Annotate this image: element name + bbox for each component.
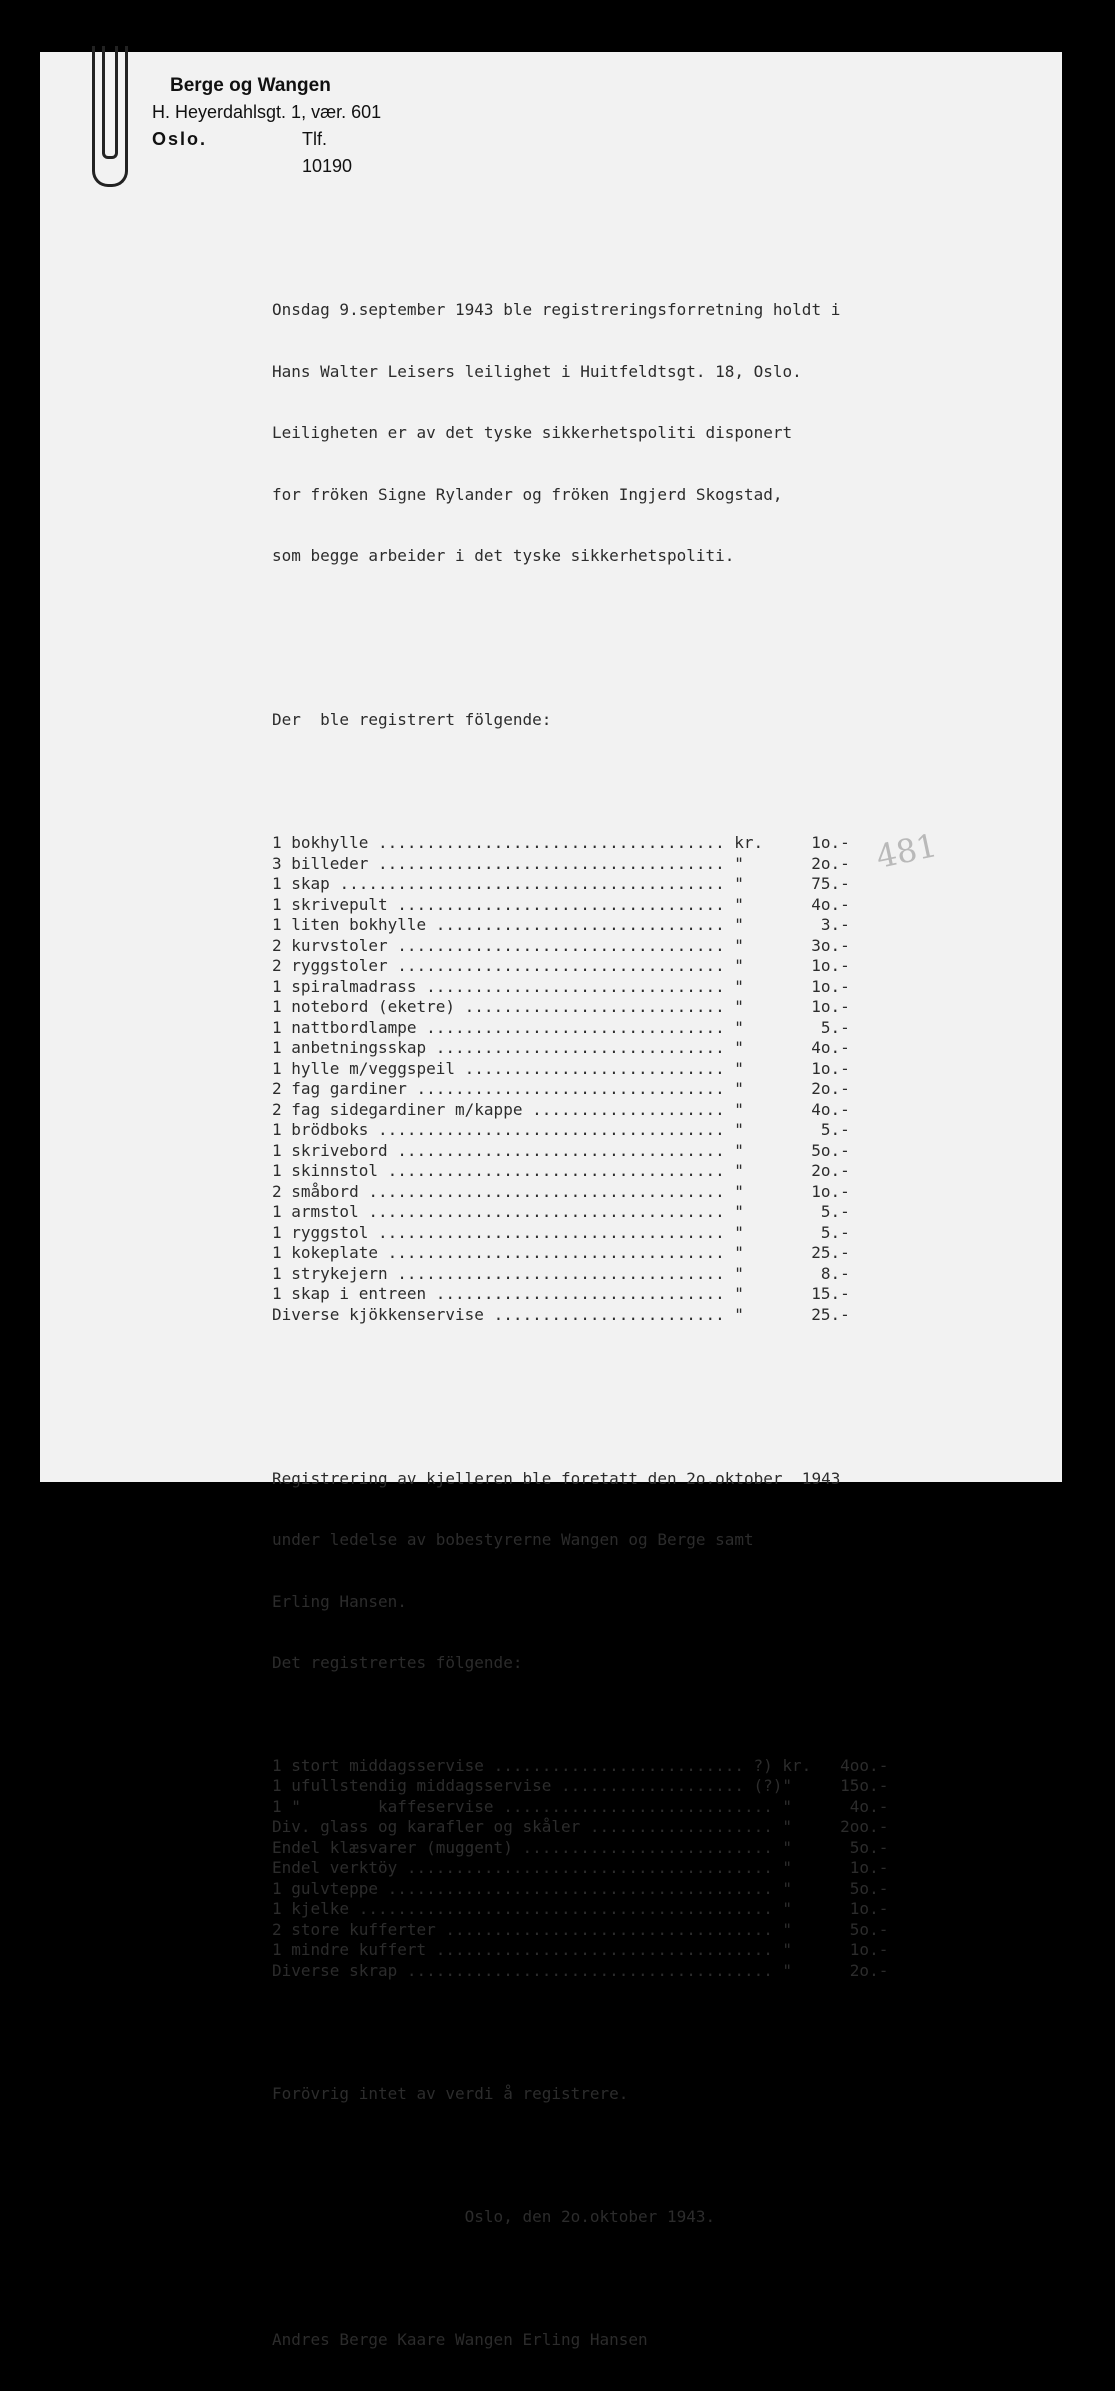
closing-remark: Forövrig intet av verdi å registrere. bbox=[272, 2083, 629, 2103]
item-amount: 2o.- bbox=[811, 1161, 850, 1180]
item-label: 1 liten bokhylle bbox=[272, 915, 436, 934]
dot-leader: .......................... bbox=[522, 1837, 773, 1857]
item-amount: 4o.- bbox=[849, 1796, 889, 1816]
letterhead-address: H. Heyerdahlsgt. 1, vær. 601 bbox=[152, 102, 382, 122]
list-item bbox=[272, 1878, 889, 1900]
dot-leader: .................................... bbox=[377, 1222, 725, 1242]
list-item bbox=[272, 833, 850, 854]
item-amount: 4o.- bbox=[811, 894, 850, 914]
intro-line: Leiligheten er av det tyske sikkerhetspoliti disponert bbox=[272, 423, 793, 442]
item-unit: " bbox=[734, 997, 744, 1016]
item-unit: " bbox=[734, 1038, 744, 1057]
item-amount: 5o.- bbox=[849, 1919, 889, 1939]
item-unit: " bbox=[734, 915, 744, 934]
dot-leader: .............................. bbox=[435, 1038, 725, 1057]
item-unit: " bbox=[734, 1058, 744, 1078]
item-amount: 25.- bbox=[811, 1243, 850, 1262]
item-note: ?) bbox=[753, 1755, 773, 1775]
item-unit: " bbox=[734, 1181, 744, 1201]
item-unit: " bbox=[734, 935, 744, 955]
list-item bbox=[272, 853, 850, 875]
signatures: Andres Berge Kaare Wangen Erling Hansen bbox=[272, 2329, 648, 2349]
item-label: Div. glass og karafler og skåler bbox=[272, 1817, 590, 1836]
item-amount: 5.- bbox=[820, 1222, 850, 1242]
dot-leader: .................................. bbox=[397, 894, 725, 914]
item-label: 1 anbetningsskap bbox=[272, 1038, 436, 1057]
dot-leader: .............................. bbox=[435, 1284, 725, 1303]
dot-leader: .................................. bbox=[397, 1140, 725, 1160]
item-amount: 75.- bbox=[811, 874, 850, 893]
item-label: 2 småbord bbox=[272, 1181, 369, 1201]
item-label: 2 fag gardiner bbox=[272, 1079, 417, 1098]
list-item bbox=[272, 1837, 889, 1859]
item-label: Diverse kjökkenservise bbox=[272, 1304, 494, 1324]
item-label: 2 fag sidegardiner m/kappe bbox=[272, 1099, 533, 1119]
dot-leader: ...................................... bbox=[406, 1858, 773, 1877]
item-label: 2 ryggstoler bbox=[272, 956, 398, 975]
cellar-paragraph bbox=[272, 1428, 840, 1715]
dot-leader: ................................ bbox=[416, 1079, 725, 1098]
dot-leader: .................................... bbox=[377, 853, 725, 873]
item-amount: 5.- bbox=[820, 1202, 850, 1221]
item-label: 1 skap bbox=[272, 874, 340, 893]
list-item bbox=[272, 1140, 850, 1162]
dot-leader: .................................... bbox=[377, 833, 725, 852]
dot-leader: ............................ bbox=[503, 1796, 773, 1816]
document-body bbox=[272, 218, 889, 2391]
item-label: 1 bokhylle bbox=[272, 833, 378, 852]
item-unit: " bbox=[734, 1140, 744, 1160]
item-unit: " bbox=[734, 1263, 744, 1283]
item-amount: 1o.- bbox=[811, 833, 850, 852]
item-label: 1 armstol bbox=[272, 1202, 369, 1221]
list-item bbox=[272, 1858, 889, 1879]
cellar-line: Registrering av kjelleren ble foretatt den 2o.oktober 1943 bbox=[272, 1468, 841, 1488]
item-unit: " bbox=[734, 853, 744, 873]
dot-leader: ........................... bbox=[464, 1058, 725, 1078]
item-amount: 1o.- bbox=[811, 956, 850, 975]
list-item bbox=[272, 997, 850, 1018]
item-unit: " bbox=[734, 1304, 744, 1324]
dot-leader: ..................................... bbox=[368, 1181, 725, 1201]
letterhead-stamp bbox=[152, 72, 382, 176]
list-item bbox=[272, 1304, 850, 1326]
item-unit: " bbox=[782, 1776, 793, 1795]
list-item bbox=[272, 1017, 850, 1039]
dot-leader: ................... bbox=[560, 1776, 745, 1795]
list-item bbox=[272, 1222, 850, 1244]
dot-leader: ........................... bbox=[464, 997, 725, 1016]
item-amount: 1o.- bbox=[811, 976, 850, 996]
item-note: (?) bbox=[753, 1776, 783, 1795]
dot-leader: .................................. bbox=[397, 956, 725, 975]
dot-leader: ........................................... bbox=[358, 1899, 773, 1918]
item-amount: 5.- bbox=[820, 1120, 850, 1139]
item-unit: " bbox=[782, 1858, 793, 1877]
list-item bbox=[272, 1243, 850, 1264]
item-amount: 5.- bbox=[820, 1017, 850, 1037]
cellar-line: under ledelse av bobestyrerne Wangen og Berge samt bbox=[272, 1530, 754, 1549]
item-unit: " bbox=[782, 1919, 793, 1939]
item-amount: 1o.- bbox=[849, 1858, 889, 1877]
dot-leader: ................................... bbox=[435, 1940, 773, 1959]
dot-leader: .................................. bbox=[397, 935, 725, 955]
list-item bbox=[272, 1899, 889, 1920]
dot-leader: .................... bbox=[532, 1099, 725, 1119]
letterhead-city: Oslo. bbox=[152, 129, 208, 149]
item-label: 1 ryggstol bbox=[272, 1222, 378, 1242]
item-amount: 5o.- bbox=[849, 1878, 889, 1898]
intro-line: Hans Walter Leisers leilighet i Huitfeldtsgt. 18, Oslo. bbox=[272, 361, 802, 381]
item-amount: 15o.- bbox=[840, 1776, 889, 1795]
list-item bbox=[272, 976, 850, 998]
item-amount: 5o.- bbox=[811, 1140, 850, 1160]
item-label: 1 gulvteppe bbox=[272, 1878, 388, 1898]
list-item bbox=[272, 915, 850, 936]
dot-leader: ..................................... bbox=[368, 1202, 725, 1221]
item-unit: kr. bbox=[782, 1755, 812, 1775]
letterhead-firm: Berge og Wangen bbox=[170, 75, 331, 96]
item-amount: 1o.- bbox=[811, 1181, 850, 1201]
item-label: 1 " kaffeservise bbox=[272, 1796, 504, 1816]
item-label: 2 kurvstoler bbox=[272, 935, 398, 955]
item-amount: 5o.- bbox=[849, 1837, 889, 1857]
item-unit: " bbox=[782, 1796, 793, 1816]
item-label: 1 hylle m/veggspeil bbox=[272, 1058, 465, 1078]
dot-leader: .......................... bbox=[493, 1755, 745, 1775]
intro-line: Onsdag 9.september 1943 ble registreringsforretning holdt i bbox=[272, 300, 841, 319]
intro-line: for fröken Signe Rylander og fröken Ingjerd Skogstad, bbox=[272, 484, 783, 504]
item-unit: " bbox=[782, 1940, 793, 1959]
list-item bbox=[272, 1120, 850, 1141]
item-unit: " bbox=[734, 1243, 744, 1262]
item-label: 1 skrivebord bbox=[272, 1140, 398, 1160]
item-unit: kr. bbox=[734, 833, 764, 852]
item-label: 1 skinnstol bbox=[272, 1161, 388, 1180]
item-unit: " bbox=[782, 1899, 793, 1918]
list-item bbox=[272, 1263, 850, 1285]
item-label: 1 kjelke bbox=[272, 1899, 359, 1918]
item-amount: 2o.- bbox=[811, 853, 850, 873]
item-amount: 4o.- bbox=[811, 1038, 850, 1057]
item-unit: " bbox=[734, 1017, 744, 1037]
list-item bbox=[272, 1161, 850, 1182]
list-item bbox=[272, 874, 850, 895]
letterhead-phone: Tlf. 10190 bbox=[302, 129, 353, 176]
item-amount: 2oo.- bbox=[840, 1817, 889, 1836]
dot-leader: ........................................ bbox=[339, 874, 725, 893]
list-item bbox=[272, 956, 850, 977]
item-amount: 25.- bbox=[811, 1304, 850, 1324]
list-item bbox=[272, 1058, 850, 1080]
item-unit: " bbox=[734, 1099, 744, 1119]
item-label: 1 stort middagsservise bbox=[272, 1755, 494, 1775]
list-item bbox=[272, 894, 850, 916]
item-label: 1 nattbordlampe bbox=[272, 1017, 427, 1037]
dot-leader: .................................. bbox=[445, 1919, 773, 1939]
dot-leader: ........................ bbox=[493, 1304, 725, 1324]
item-amount: 3.- bbox=[820, 915, 850, 934]
item-label: 1 ufullstendig middagsservise bbox=[272, 1776, 561, 1795]
item-label: 1 spiralmadrass bbox=[272, 976, 427, 996]
item-amount: 4o.- bbox=[811, 1099, 850, 1119]
list-item bbox=[272, 935, 850, 957]
list1-heading: Der ble registrert fölgende: bbox=[272, 710, 552, 729]
inventory-list-cellar bbox=[272, 1755, 889, 1982]
item-unit: " bbox=[782, 1878, 793, 1898]
item-label: Endel verktöy bbox=[272, 1858, 407, 1877]
list-item bbox=[272, 1181, 850, 1203]
list-item bbox=[272, 1079, 850, 1100]
dot-leader: .................................... bbox=[377, 1120, 725, 1139]
item-label: 1 mindre kuffert bbox=[272, 1940, 436, 1959]
item-unit: " bbox=[734, 1222, 744, 1242]
item-amount: 4oo.- bbox=[840, 1755, 889, 1775]
cellar-line: Erling Hansen. bbox=[272, 1591, 407, 1611]
item-unit: " bbox=[734, 1120, 744, 1139]
item-amount: 2o.- bbox=[811, 1079, 850, 1098]
intro-paragraph bbox=[272, 259, 840, 608]
item-amount: 1o.- bbox=[811, 1058, 850, 1078]
item-unit: " bbox=[782, 1837, 793, 1857]
item-label: 1 skap i entreen bbox=[272, 1284, 436, 1303]
paper-clip-inner bbox=[102, 46, 118, 159]
item-unit: " bbox=[734, 1202, 744, 1221]
dot-leader: ................... bbox=[589, 1817, 773, 1836]
item-unit: " bbox=[734, 1161, 744, 1180]
cellar-line: Det registrertes fölgende: bbox=[272, 1653, 523, 1672]
document-page bbox=[40, 52, 1062, 2349]
item-amount: 15.- bbox=[811, 1284, 850, 1303]
list-item bbox=[272, 1817, 889, 1838]
item-label: 1 brödboks bbox=[272, 1120, 378, 1139]
item-label: Diverse skrap bbox=[272, 1960, 407, 1980]
item-label: 1 strykejern bbox=[272, 1263, 398, 1283]
item-amount: 1o.- bbox=[849, 1940, 889, 1959]
list-item bbox=[272, 1960, 889, 1982]
item-unit: " bbox=[734, 956, 744, 975]
dateline-text: Oslo, den 2o.oktober 1943. bbox=[464, 2206, 716, 2226]
item-label: 2 store kufferter bbox=[272, 1919, 446, 1939]
dot-leader: ................................... bbox=[387, 1243, 725, 1262]
item-amount: 3o.- bbox=[811, 935, 850, 955]
item-label: Endel klæsvarer (muggent) bbox=[272, 1837, 523, 1857]
item-unit: " bbox=[734, 976, 744, 996]
list-item bbox=[272, 1940, 889, 1961]
intro-line: som begge arbeider i det tyske sikkerhetspoliti. bbox=[272, 546, 735, 565]
item-label: 1 notebord (eketre) bbox=[272, 997, 465, 1016]
dot-leader: .................................. bbox=[397, 1263, 725, 1283]
dot-leader: ............................... bbox=[426, 1017, 725, 1037]
item-label: 1 skrivepult bbox=[272, 894, 398, 914]
dot-leader: ...................................... bbox=[406, 1960, 773, 1980]
item-unit: " bbox=[734, 894, 744, 914]
dot-leader: ................................... bbox=[387, 1161, 725, 1180]
item-label: 1 kokeplate bbox=[272, 1243, 388, 1262]
inventory-list-apartment bbox=[272, 833, 850, 1325]
list-item bbox=[272, 1796, 889, 1818]
item-unit: " bbox=[782, 1960, 793, 1980]
list-item bbox=[272, 1919, 889, 1941]
item-amount: 2o.- bbox=[849, 1960, 889, 1980]
dot-leader: .............................. bbox=[435, 915, 725, 934]
list-item bbox=[272, 1755, 889, 1777]
list-item bbox=[272, 1776, 889, 1797]
dateline bbox=[272, 2207, 840, 2228]
item-unit: " bbox=[782, 1817, 793, 1836]
list-item bbox=[272, 1038, 850, 1059]
list-item bbox=[272, 1202, 850, 1223]
item-amount: 1o.- bbox=[849, 1899, 889, 1918]
list-item bbox=[272, 1284, 850, 1305]
item-unit: " bbox=[734, 1079, 744, 1098]
item-label: 3 billeder bbox=[272, 853, 378, 873]
dot-leader: ........................................ bbox=[387, 1878, 773, 1898]
dot-leader: ............................... bbox=[426, 976, 725, 996]
handwritten-note: 481 bbox=[872, 826, 941, 876]
item-amount: 8.- bbox=[820, 1263, 850, 1283]
item-unit: " bbox=[734, 874, 744, 893]
item-amount: 1o.- bbox=[811, 997, 850, 1016]
item-unit: " bbox=[734, 1284, 744, 1303]
list-item bbox=[272, 1099, 850, 1121]
